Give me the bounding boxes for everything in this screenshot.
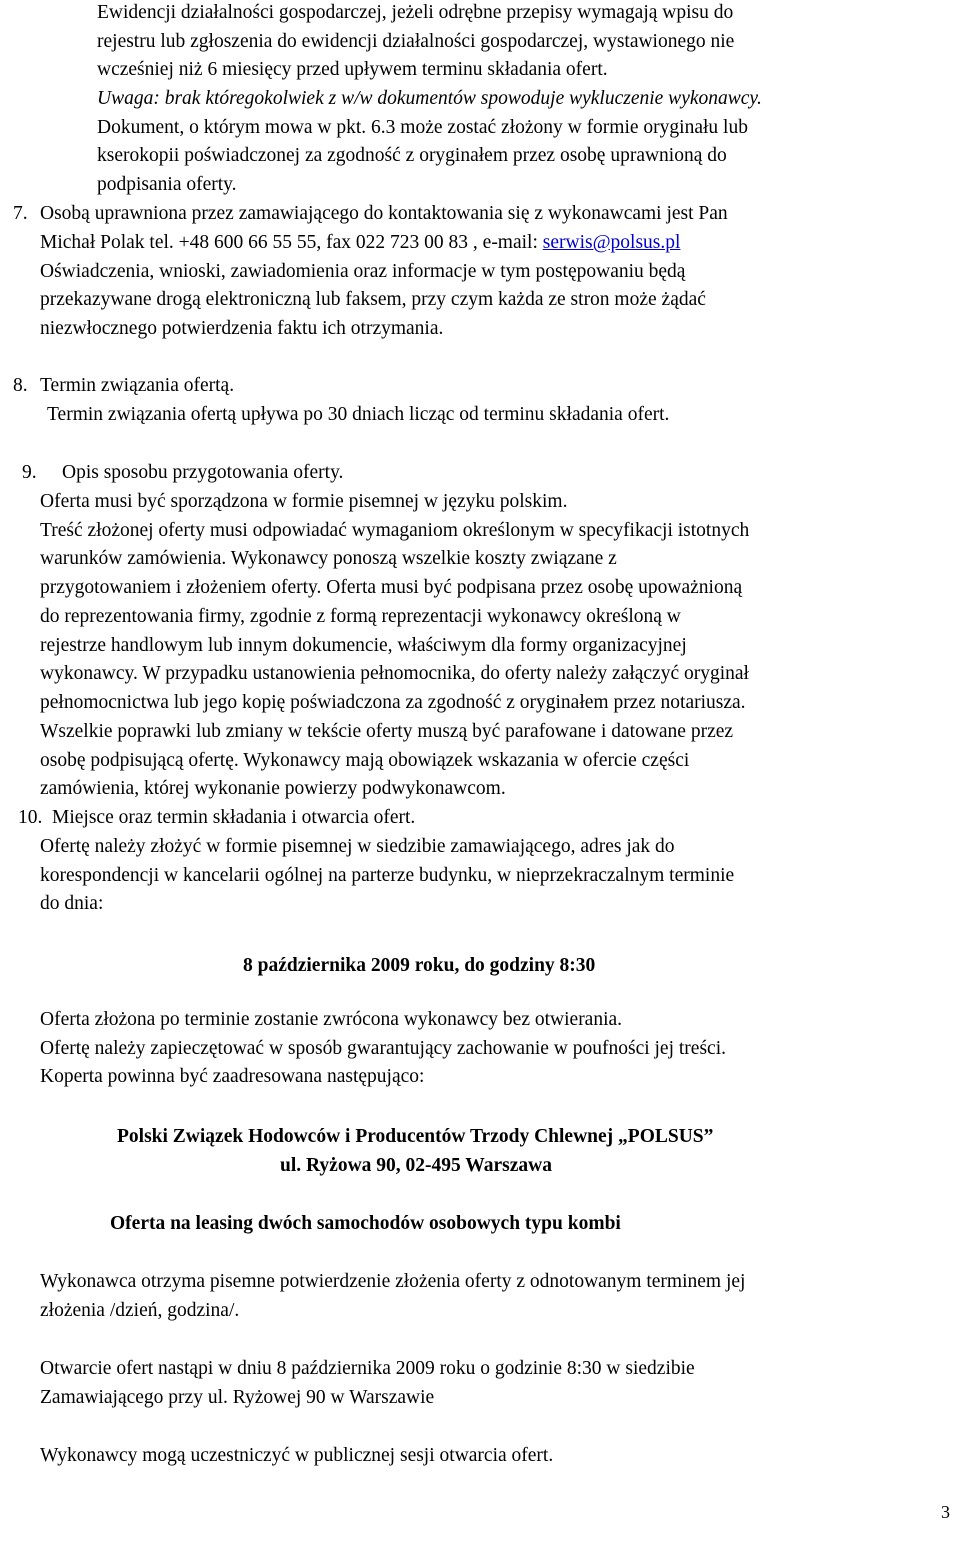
text-line: Wykonawcy mogą uczestniczyć w publicznej sesji otwarcia ofert. <box>40 1445 554 1466</box>
text-line: do reprezentowania firmy, zgodnie z formą reprezentacji wykonawcy określoną w <box>40 606 681 627</box>
section-title: Miejsce oraz termin składania i otwarcia ofert. <box>52 807 416 828</box>
text-line: kserokopii poświadczonej za zgodność z oryginałem przez osobę uprawnioną do <box>97 145 727 166</box>
section-number: 8. <box>13 375 28 396</box>
text-line: wcześniej niż 6 miesięcy przed upływem terminu składania ofert. <box>97 59 608 80</box>
text-line: Oświadczenia, wnioski, zawiadomienia oraz informacje w tym postępowaniu będą <box>40 261 686 282</box>
text-line: Koperta powinna być zaadresowana następująco: <box>40 1066 425 1087</box>
text-line: przygotowaniem i złożeniem oferty. Oferta musi być podpisana przez osobę upoważnioną <box>40 577 743 598</box>
section-title: Opis sposobu przygotowania oferty. <box>62 462 344 483</box>
section-number: 9. <box>22 462 37 483</box>
section-title: Termin związania ofertą. <box>40 375 235 396</box>
text-line: Wykonawca otrzyma pisemne potwierdzenie złożenia oferty z odnotowanym terminem jej <box>40 1271 746 1292</box>
text-line: Ofertę należy złożyć w formie pisemnej w siedzibie zamawiającego, adres jak do <box>40 836 675 857</box>
text-line: Zamawiającego przy ul. Ryżowej 90 w Warszawie <box>40 1387 435 1408</box>
text-line: przekazywane drogą elektroniczną lub faksem, przy czym każda ze stron może żądać <box>40 289 706 310</box>
page-number: 3 <box>941 1502 950 1522</box>
text-line: pełnomocnictwa lub jego kopię poświadczona za zgodność z oryginałem przez notariusza. <box>40 692 746 713</box>
contact-text: Michał Polak tel. +48 600 66 55 55, fax 022 723 00 83 , e-mail: <box>40 232 543 253</box>
envelope-title: Oferta na leasing dwóch samochodów osobowych typu kombi <box>110 1213 621 1234</box>
text-line: Termin związania ofertą upływa po 30 dniach licząc od terminu składania ofert. <box>47 404 670 425</box>
deadline-text: 8 października 2009 roku, do godziny 8:30 <box>243 955 596 976</box>
addressee-name: Polski Związek Hodowców i Producentów Trzody Chlewnej „POLSUS” <box>117 1126 714 1147</box>
text-line: Oferta złożona po terminie zostanie zwrócona wykonawcy bez otwierania. <box>40 1009 623 1030</box>
text-line: warunków zamówienia. Wykonawcy ponoszą wszelkie koszty związane z <box>40 548 617 569</box>
text-line: rejestrze handlowym lub innym dokumencie, właściwym dla formy organizacyjnej <box>40 635 687 656</box>
text-line: Dokument, o którym mowa w pkt. 6.3 może zostać złożony w formie oryginału lub <box>97 117 748 138</box>
text-line: rejestru lub zgłoszenia do ewidencji działalności gospodarczej, wystawionego nie <box>97 31 735 52</box>
text-line: złożenia /dzień, godzina/. <box>40 1300 240 1321</box>
text-line: osobę podpisującą ofertę. Wykonawcy mają obowiązek wskazania w ofercie części <box>40 750 690 771</box>
text-line: Ewidencji działalności gospodarczej, jeżeli odrębne przepisy wymagają wpisu do <box>97 2 734 23</box>
text-line: Treść złożonej oferty musi odpowiadać wymaganiom określonym w specyfikacji istotnych <box>40 520 750 541</box>
text-line: niezwłocznego potwierdzenia faktu ich otrzymania. <box>40 318 444 339</box>
text-line: zamówienia, której wykonanie powierzy podwykonawcom. <box>40 778 506 799</box>
text-line: Otwarcie ofert nastąpi w dniu 8 października 2009 roku o godzinie 8:30 w siedzibie <box>40 1358 695 1379</box>
email-link[interactable]: serwis@polsus.pl <box>542 232 681 253</box>
text-line: Osobą uprawniona przez zamawiającego do kontaktowania się z wykonawcami jest Pan <box>40 203 728 224</box>
section-number: 10. <box>18 807 43 828</box>
text-line: Wszelkie poprawki lub zmiany w tekście oferty muszą być parafowane i datowane przez <box>40 721 734 742</box>
text-line: Oferta musi być sporządzona w formie pisemnej w języku polskim. <box>40 491 568 512</box>
contact-line <box>40 231 680 255</box>
text-line: Ofertę należy zapieczętować w sposób gwarantujący zachowanie w poufności jej treści. <box>40 1038 726 1059</box>
addressee-address: ul. Ryżowa 90, 02-495 Warszawa <box>280 1155 552 1176</box>
text-line: wykonawcy. W przypadku ustanowienia pełnomocnika, do oferty należy załączyć oryginał <box>40 663 749 684</box>
text-line: do dnia: <box>40 893 104 914</box>
text-line: podpisania oferty. <box>97 174 237 195</box>
text-line: korespondencji w kancelarii ogólnej na parterze budynku, w nieprzekraczalnym terminie <box>40 865 735 886</box>
section-number: 7. <box>13 203 28 224</box>
warning-line: Uwaga: brak któregokolwiek z w/w dokumentów spowoduje wykluczenie wykonawcy. <box>97 88 762 109</box>
